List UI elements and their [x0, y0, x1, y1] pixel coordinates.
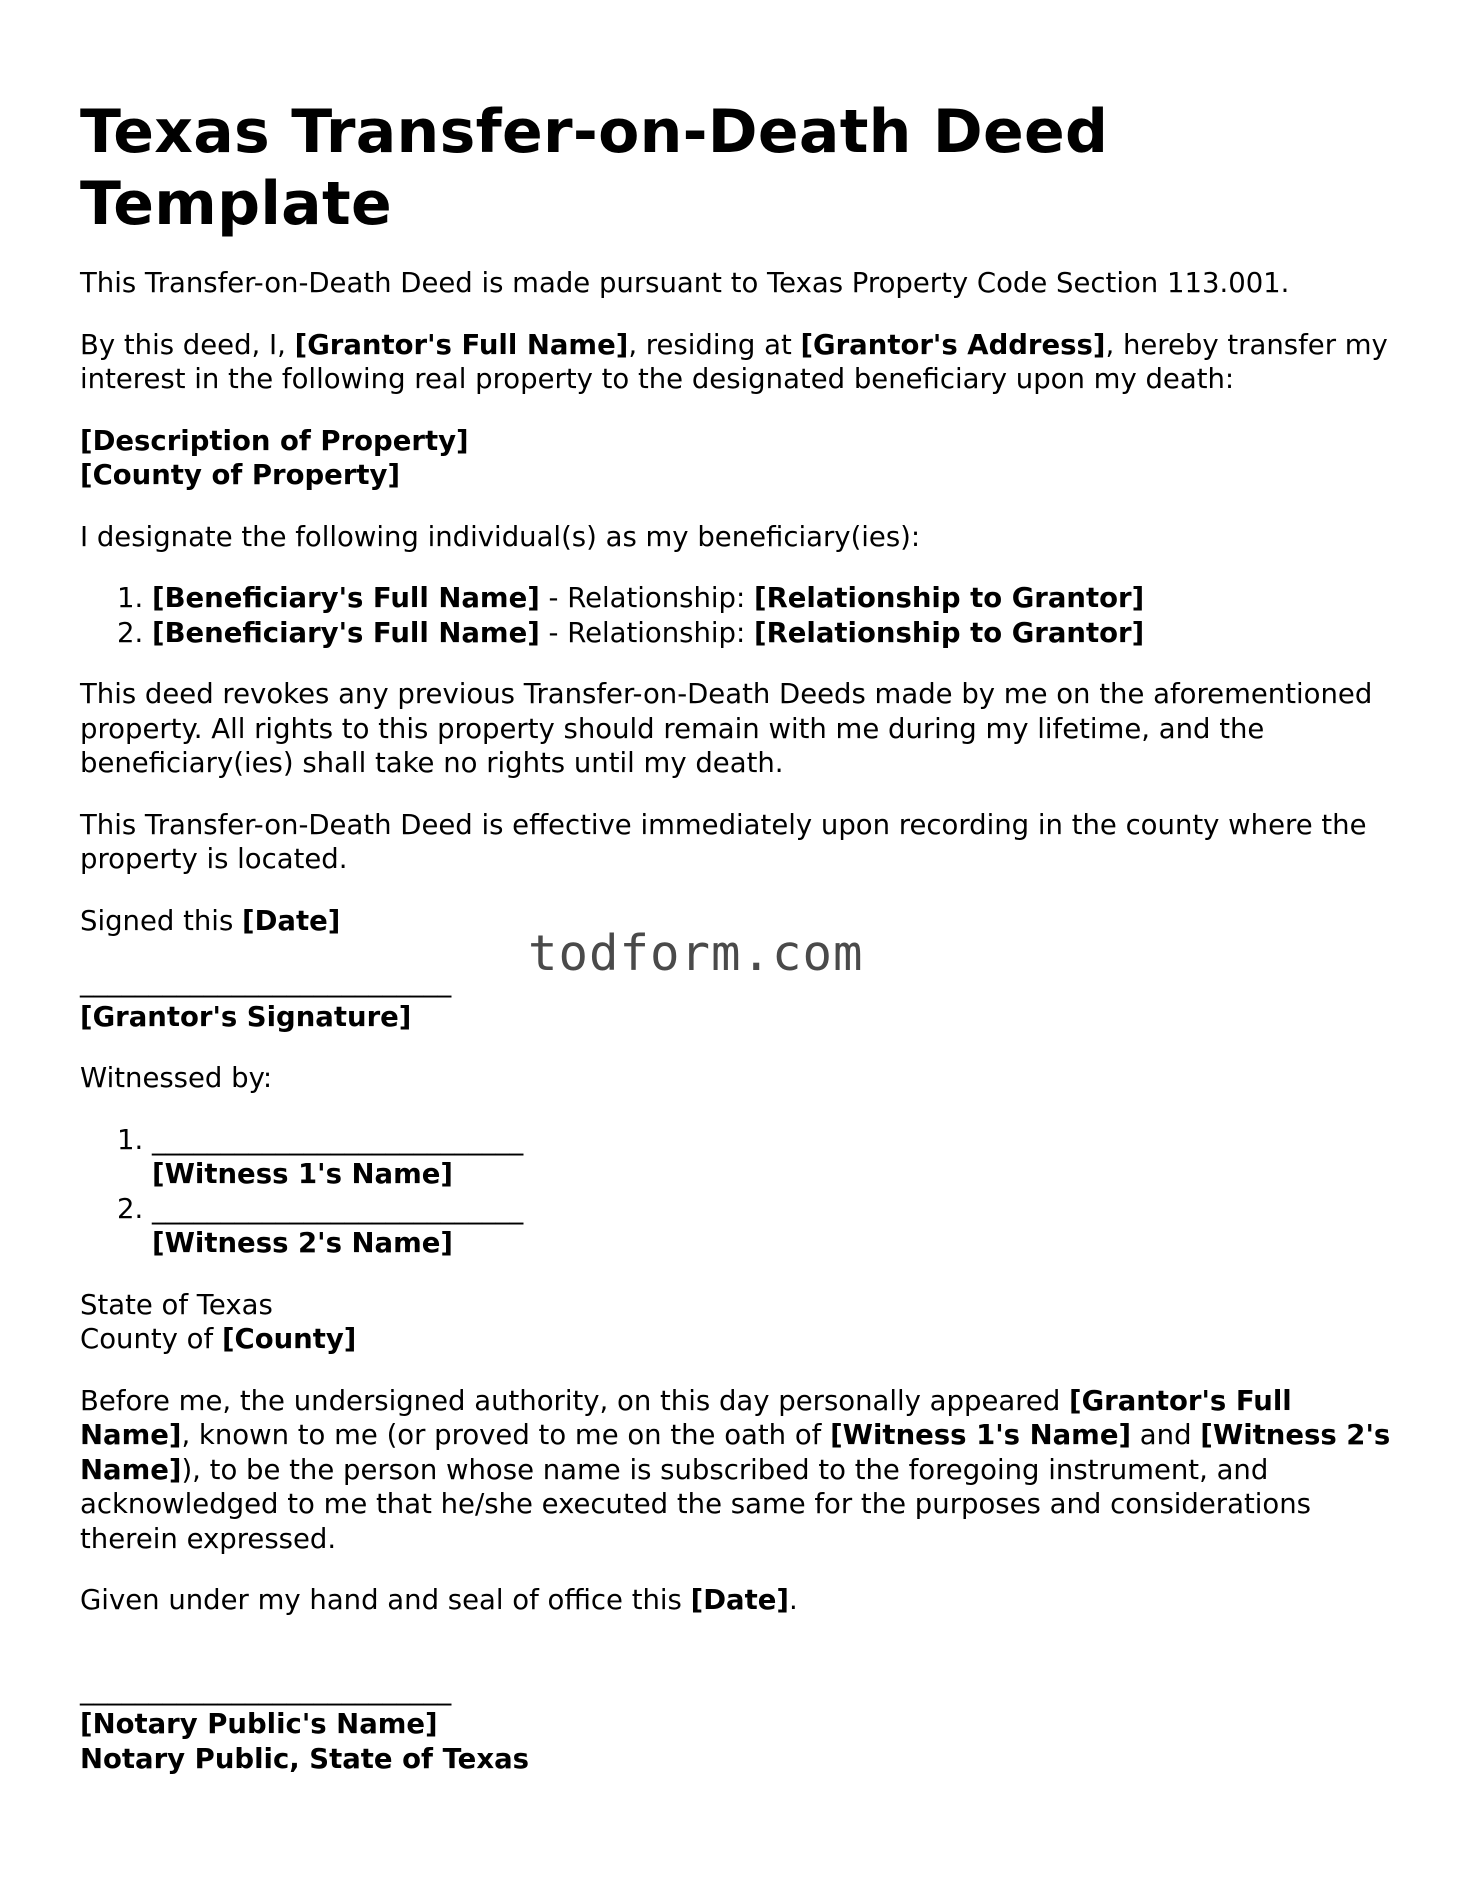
property-county-placeholder: [County of Property] [80, 459, 401, 491]
beneficiary-name-placeholder: [Beneficiary's Full Name] [152, 582, 540, 614]
grant-prefix: By this deed, I, [80, 328, 295, 361]
notary-signature-line[interactable]: ___________________________ [80, 1673, 452, 1706]
witness-2-signature-line[interactable]: 2. ___________________________ [152, 1192, 524, 1225]
venue-county-prefix: County of [80, 1323, 222, 1355]
ack-grantor-name-placeholder: [Grantor's Full Name] [80, 1384, 1292, 1451]
notary-name-label: [Notary Public's Name] [80, 1708, 438, 1740]
property-description-placeholder: [Description of Property] [80, 424, 469, 457]
list-item [152, 581, 1400, 616]
relationship-placeholder: [Relationship to Grantor] [754, 582, 1145, 614]
watermark-text: todform.com [528, 925, 864, 982]
beneficiary-name-placeholder: [Beneficiary's Full Name] [152, 616, 540, 649]
venue-county [80, 1322, 1400, 1357]
given-paragraph [80, 1583, 1400, 1618]
beneficiaries-intro: I designate the following individual(s) as my beneficiary(ies): [80, 520, 921, 553]
witness-1-signature-line[interactable]: 1. ___________________________ [152, 1123, 524, 1156]
page-title: Texas Transfer-on-Death Deed Template [80, 97, 1109, 239]
notary-title-label: Notary Public, State of Texas [80, 1742, 529, 1775]
grantor-address-placeholder: [Grantor's Address] [800, 328, 1106, 361]
witness-2-name-label: [Witness 2's Name] [152, 1227, 453, 1259]
ack-text-2: , known to me (or proved to me on the oath of [181, 1419, 831, 1451]
grantor-name-placeholder: [Grantor's Full Name] [294, 328, 629, 361]
notary-block [80, 1673, 1400, 1777]
witnessed-by-label: Witnessed by: [80, 1062, 273, 1094]
list-item [152, 1123, 1400, 1192]
grant-paragraph [80, 328, 1400, 397]
grantor-signature-line[interactable]: ___________________________ [80, 966, 452, 998]
given-suffix: . [788, 1584, 798, 1616]
given-prefix: Given under my hand and seal of office this [80, 1584, 691, 1616]
list-item [152, 616, 1400, 651]
witness-1-name-label: [Witness 1's Name] [152, 1158, 453, 1190]
intro-paragraph: This Transfer-on-Death Deed is made pursuant to Texas Property Code Section 113.001. [80, 267, 1290, 299]
ack-text-1: Before me, the undersigned authority, on this day personally appeared [80, 1384, 1070, 1417]
signed-date-placeholder: [Date] [242, 904, 341, 937]
grant-mid: , residing at [628, 328, 801, 361]
acknowledgment-paragraph [80, 1384, 1400, 1557]
ack-text-3: and [1131, 1419, 1201, 1451]
relationship-placeholder: [Relationship to Grantor] [754, 616, 1145, 649]
effective-paragraph: This Transfer-on-Death Deed is effective immediately upon recording in the county where the property is located. [80, 808, 1367, 875]
ack-text-4: ), to be the person whose name is subscribed to the foregoing instrument, and acknowledged to me that he/she executed the same for the purposes and considerations therein expressed. [80, 1453, 1311, 1555]
venue-county-placeholder: [County] [221, 1323, 357, 1355]
venue-state: State of Texas [80, 1288, 273, 1321]
relationship-label: - Relationship: [539, 616, 755, 649]
list-item [152, 1192, 1400, 1261]
ack-witness-1-placeholder: [Witness 1's Name] [830, 1419, 1132, 1451]
grant-suffix: , hereby transfer my interest in the following real property to the designated beneficiary upon my death: [80, 328, 1388, 395]
venue-block [80, 1288, 1400, 1357]
relationship-label: - Relationship: [539, 582, 755, 614]
property-block [80, 424, 1400, 493]
signed-prefix: Signed this [80, 904, 243, 937]
ack-witness-2-placeholder: [Witness 2's Name] [80, 1419, 1391, 1486]
given-date-placeholder: [Date] [690, 1584, 789, 1616]
beneficiary-list [80, 581, 1400, 650]
witness-list [80, 1123, 1400, 1261]
revocation-paragraph: This deed revokes any previous Transfer-on-Death Deeds made by me on the aforementioned property. All rights to this property should remain with me during my lifetime, and the beneficiary(ies) shall take no rights until my death. [80, 678, 1373, 779]
grantor-signature-label: [Grantor's Signature] [80, 1000, 412, 1033]
